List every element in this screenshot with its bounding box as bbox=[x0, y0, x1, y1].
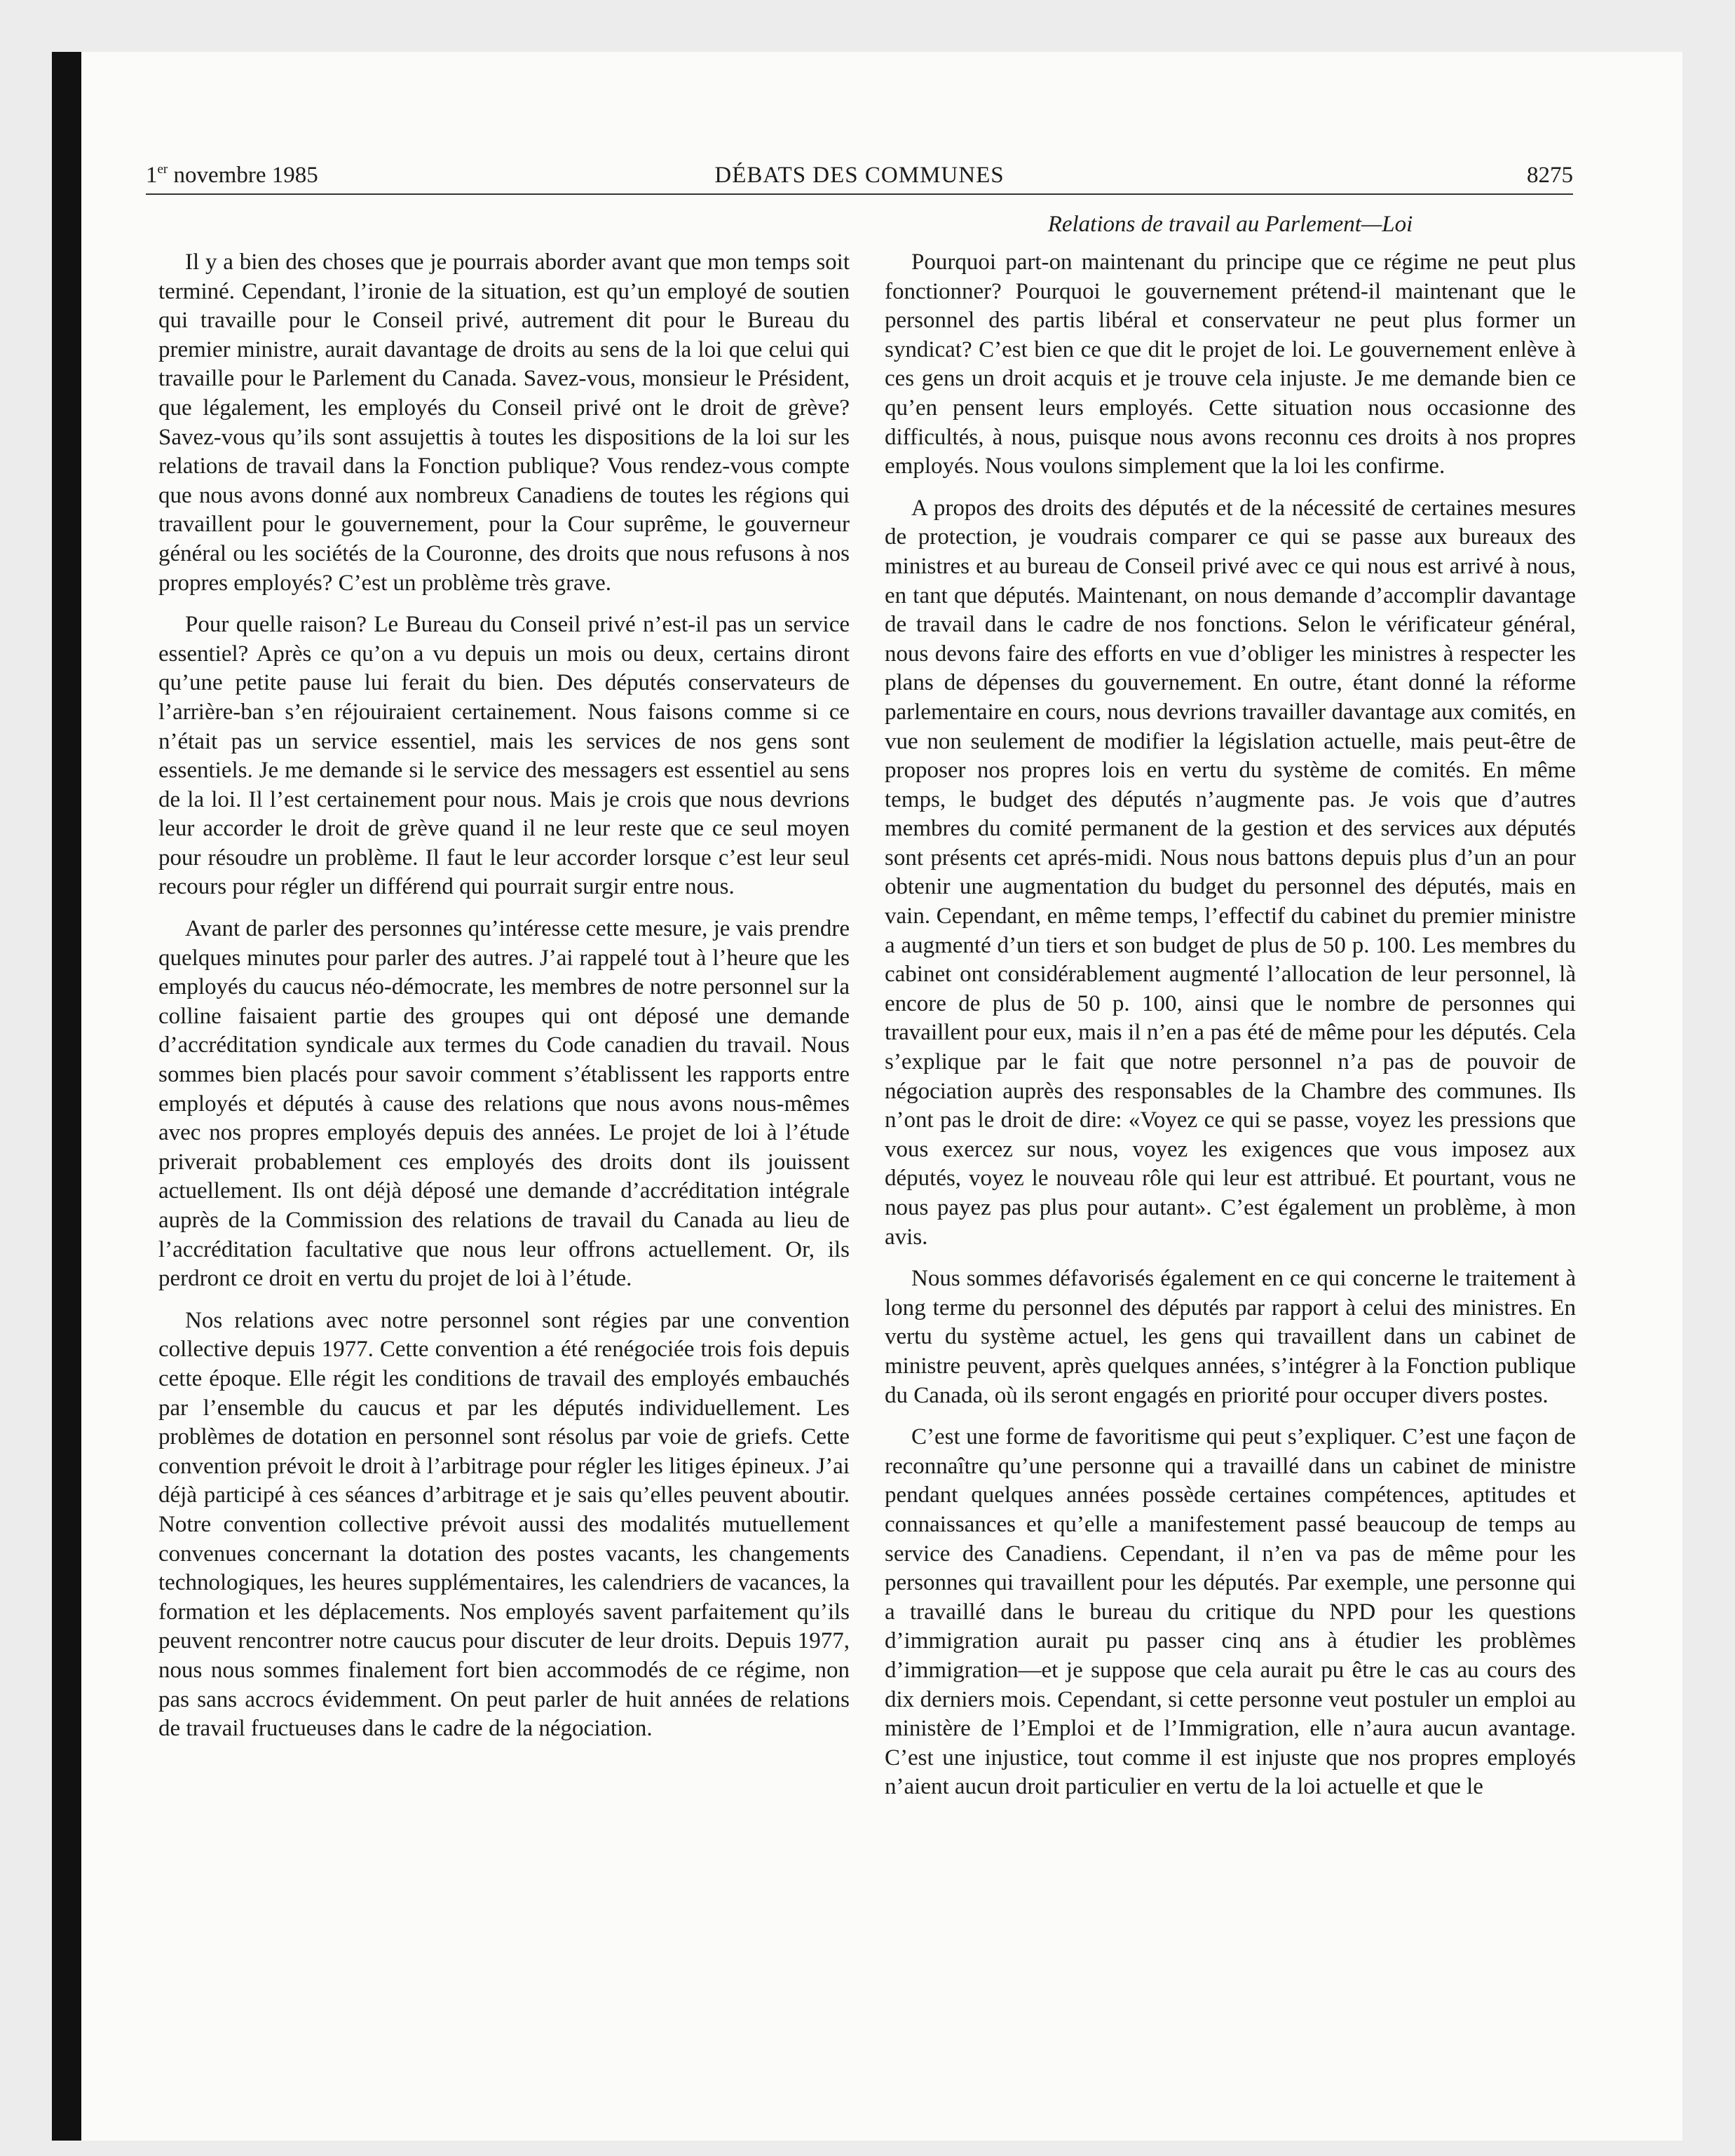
header-date-day: 1 bbox=[146, 163, 158, 188]
right-column bbox=[885, 248, 1576, 1815]
page-header bbox=[146, 158, 1573, 195]
header-date-rest: novembre 1985 bbox=[168, 163, 318, 188]
paragraph: Pourquoi part-on maintenant du principe que ce régime ne peut plus fonctionner? Pourquoi le gouvernement prétend-il maintenant que le personnel des partis libéral et conservateur ne peut plus former un syndicat? C’est bien ce que dit le projet de loi. Le gouvernement enlève à ces gens un droit acquis et je trouve cela injuste. Je me demande bien ce qu’en pensent leurs employés. Cette situation nous occasionne des difficultés, à nous, puisque nous avons reconnu ces droits à nos propres employés. Nous voulons simplement que la loi les confirme. bbox=[885, 250, 1576, 479]
paragraph: Il y a bien des choses que je pourrais aborder avant que mon temps soit terminé. Cependant, l’ironie de la situation, est qu’un employé de soutien qui travaille pour le Conseil privé, autrement dit pour le Bureau du premier ministre, aurait davantage de droits au sens de la loi que celui qui travaille pour le Parlement du Canada. Savez-vous, monsieur le Président, que légalement, les employés du Conseil privé ont le droit de grève? Savez-vous qu’ils sont assujettis à toutes les dispositions de la loi sur les relations de travail dans la Fonction publique? Vous rendez-vous compte que nous avons donné aux nombreux Canadiens de toutes les régions qui travaillent pour le gouvernement, pour la Cour suprême, le gouverneur général ou les sociétés de la Couronne, des droits que nous refusons à nos propres employés? C’est un problème très grave. bbox=[158, 250, 850, 596]
section-title: Relations de travail au Parlement—Loi bbox=[1047, 212, 1413, 237]
paragraph: Nos relations avec notre personnel sont régies par une convention collective depuis 1977. Cette convention a été renégociée trois fois depuis cette époque. Elle régit les conditions de travail des employés embauchés par l’ensemble du caucus et par les députés individuellement. Les problèmes de dotation en personnel sont résolus par voie de griefs. Cette convention prévoit le droit à l’arbitrage pour régler les litiges épineux. J’ai déjà participé à ces séances d’arbitrage et je sais qu’elles peuvent aboutir. Notre convention collective prévoit aussi des modalités mutuellement convenues concernant la dotation des postes vacants, les changements technologiques, les heures supplémentaires, les calendriers de vacances, la formation et les déplacements. Nos employés savent parfaitement qu’ils peuvent rencontrer notre caucus pour discuter de leur droits. Depuis 1977, nous nous sommes finalement fort bien accommodés de ce régime, non pas sans accrocs évidemment. On peut parler de huit années de relations de travail fructueuses dans le cadre de la négociation. bbox=[158, 1307, 850, 1742]
left-column bbox=[158, 248, 850, 1756]
paragraph: Nous sommes défavorisés également en ce qui concerne le traitement à long terme du personnel des députés par rapport à celui des ministres. En vertu du système actuel, les gens qui travaillent dans un cabinet de ministre peuvent, après quelques années, s’intégrer à la Fonction publique du Canada, où ils seront engagés en priorité pour occuper divers postes. bbox=[885, 1266, 1576, 1408]
paragraph: Pour quelle raison? Le Bureau du Conseil privé n’est-il pas un service essentiel? Après ce qu’on a vu depuis un mois ou deux, certains diront qu’une petite pause lui ferait du bien. Des députés conservateurs de l’arrière-ban s’en réjouiraient certainement. Nous faisons comme si ce n’était pas un service essentiel, mais les services de nos gens sont essentiels. Je me demande si le service des messagers est essentiel au sens de la loi. Il l’est certainement pour nous. Mais je crois que nous devrions leur accorder le droit de grève quand il ne leur reste que ce seul moyen pour résoudre un problème. Il faut le leur accorder lorsque c’est leur seul recours pour régler un différend qui pourrait surgir entre nous. bbox=[158, 612, 850, 900]
paragraph: A propos des droits des députés et de la nécessité de certaines mesures de protection, je voudrais comparer ce qui se passe aux bureaux des ministres et au bureau de Conseil privé avec ce qui nous est arrivé à nous, en tant que députés. Maintenant, on nous demande d’accomplir davantage de travail dans le cadre de nos fonctions. Selon le vérificateur général, nous devons faire des efforts en vue d’obliger les ministres à respecter les plans de dépenses du gouvernement. En outre, étant donné la réforme parlementaire en cours, nous devrions travailler davantage aux comités, en vue non seulement de modifier la législation actuelle, mais peut-être de proposer nos propres lois en vertu du système de comités. En même temps, le budget des députés n’augmente pas. Je vois que d’autres membres du comité permanent de la gestion et des services aux députés sont présents cet aprés-midi. Nous nous battons depuis plus d’un an pour obtenir une augmentation du budget du personnel des députés, mais en vain. Cependant, en même temps, l’effectif du cabinet du premier ministre a augmenté d’un tiers et son budget de plus de 50 p. 100. Les membres du cabinet ont considérablement augmenté l’allocation de leur personnel, là encore de plus de 50 p. 100, ainsi que le nombre de personnes qui travaillent pour eux, mais il n’en a pas été de même pour les députés. Cela s’explique par le fait que notre personnel n’a pas de pouvoir de négociation auprès des responsables de la Chambre des communes. Ils n’ont pas le droit de dire: «Voyez ce qui se passe, voyez les pressions que vous exercez sur nous, voyez les exigences que vous imposez aux députés, voyez le nouveau rôle qui leur est attribué. Et pourtant, vous ne nous payez pas plus pour autant». C’est également un problème, à mon avis. bbox=[885, 495, 1576, 1250]
header-title: DÉBATS DES COMMUNES bbox=[714, 163, 1005, 188]
page-number: 8275 bbox=[1527, 163, 1573, 188]
scan-border bbox=[52, 52, 81, 2141]
header-date-sup: er bbox=[157, 162, 168, 177]
paragraph: C’est une forme de favoritisme qui peut s’expliquer. C’est une façon de reconnaître qu’une personne qui a travaillé dans un cabinet de ministre pendant quelques années possède certaines compétences, aptitudes et connaissances et qu’elle a manifestement passé beaucoup de temps au service des Canadiens. Cependant, il n’en va pas de même pour les personnes qui travaillent pour les députés. Par exemple, une personne qui a travaillé dans le bureau du critique du NPD pour les questions d’immigration aurait pu passer cinq ans à étudier les problèmes d’immigration—et je suppose que cela aurait pu être le cas au cours des dix derniers mois. Cependant, si cette personne veut postuler un emploi au ministère de l’Emploi et de l’Immigration, elle n’aura aucun avantage. C’est une injustice, tout comme il est injuste que nos propres employés n’aient aucun droit particulier en vertu de la loi actuelle et que le bbox=[885, 1424, 1576, 1800]
paragraph: Avant de parler des personnes qu’intéresse cette mesure, je vais prendre quelques minutes pour parler des autres. J’ai rappelé tout à l’heure que les employés du caucus néo-démocrate, les membres de notre personnel sur la colline faisaient partie des groupes qui ont déposé une demande d’accréditation syndicale aux termes du Code canadien du travail. Nous sommes bien placés pour savoir comment s’établissent les rapports entre employés et députés à cause des relations que nous avons nous-mêmes avec nos propres employés depuis des années. Le projet de loi à l’étude priverait probablement ces employés des droits dont ils jouissent actuellement. Ils ont déjà déposé une demande d’accréditation intégrale auprès de la Commission des relations de travail du Canada au lieu de l’accréditation facultative que nous leur offrons actuellement. Or, ils perdront ce droit en vertu du projet de loi à l’étude. bbox=[158, 916, 850, 1292]
